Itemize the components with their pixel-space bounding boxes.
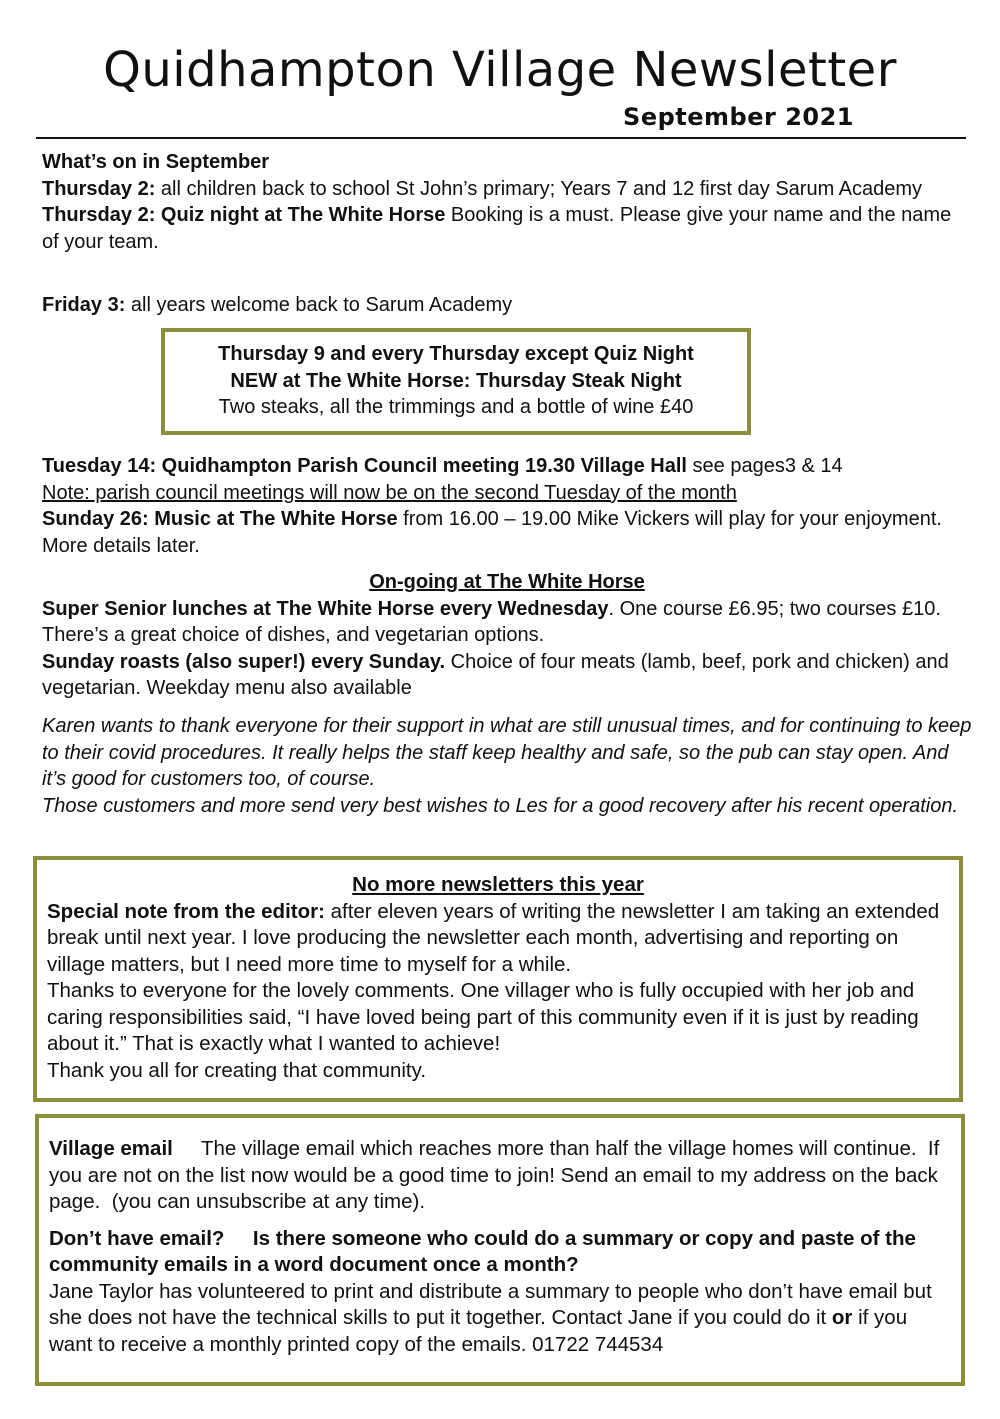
whats-on-section (42, 149, 972, 255)
roast-label: Sunday roasts (also super!) every Sunday. (42, 650, 446, 673)
jane-text: Jane Taylor has volunteered to print and distribute a summary to people who don’t have email but she does not have the technical skills to put it together. Contact Jane if you could do it (49, 1279, 932, 1329)
council-text: see pages3 & 14 (687, 455, 843, 477)
karen-text: Karen wants to thank everyone for their support in what are still unusual times, and for continuing to keep to their covid procedures. It really helps the staff keep healthy and safe, so the pub can stay open. And it’s good for customers too, of course. (42, 715, 972, 790)
council-note: Note: parish council meetings will now be on the second Tuesday of the month (42, 481, 737, 504)
council-section (42, 453, 972, 559)
header-rule (36, 137, 966, 139)
music-text: from 16.00 – 19.00 Mike Vickers will play for your enjoyment. More details later. (42, 508, 942, 557)
council-label: Tuesday 14: Quidhampton Parish Council meeting 19.30 Village Hall (42, 455, 687, 477)
event-label: Thursday 2: Quiz night at The White Horse (42, 204, 446, 226)
issue-date: September 2021 (623, 103, 854, 131)
village-email-box (35, 1114, 965, 1386)
event-text: all children back to school St John’s primary; Years 7 and 12 first day Sarum Academy (155, 177, 923, 200)
editor-label: Special note from the editor: (47, 899, 325, 923)
ongoing-heading: On-going at The White Horse (369, 571, 645, 593)
steak-box-line3: Two steaks, all the trimmings and a bottle of wine £40 (218, 396, 694, 418)
newsletter-title: Quidhampton Village Newsletter (103, 42, 897, 98)
jane-or: or (831, 1306, 853, 1329)
editor-note-box (33, 856, 963, 1102)
steak-box-line2: NEW at The White Horse: Thursday Steak Night (230, 369, 682, 392)
lunch-text: . One course £6.95; two courses £10. There’s a great choice of dishes, and vegetarian options. (42, 597, 941, 646)
steak-box-line1: Thursday 9 and every Thursday except Quiz Night (218, 343, 694, 365)
lunch-label: Super Senior lunches at The White Horse every Wednesday (42, 597, 609, 620)
editor-closing-text: Thank you all for creating that community. (47, 1058, 427, 1082)
roast-text: Choice of four meats (lamb, beef, pork and chicken) and vegetarian. Weekday menu also available (42, 650, 949, 699)
steak-night-box (161, 328, 751, 435)
event-text: Booking is a must. Please give your name and the name of your team. (42, 204, 952, 253)
editor-heading: No more newsletters this year (352, 873, 644, 896)
editor-text: after eleven years of writing the newsletter I am taking an extended break until next year. I love producing the newsletter each month, advertising and reporting on village matters, but I need more time to myself for a while. (47, 899, 940, 976)
les-text: Those customers and more send very best wishes to Les for a good recovery after his recent operation. (42, 794, 959, 817)
karen-message (42, 713, 972, 819)
email-text: The village email which reaches more than half the village homes will continue. If you are not on the list now would be a good time to join! Send an email to my address on the back page. (you can unsubscribe at any time). (49, 1137, 946, 1213)
music-label: Sunday 26: Music at The White Horse (42, 508, 398, 530)
email-label: Village email (49, 1137, 173, 1160)
no-email-question: Don’t have email? Is there someone who could do a summary or copy and paste of the community emails in a word document once a month? (49, 1226, 922, 1276)
whats-on-heading: What’s on in September (42, 151, 270, 173)
editor-thanks-text: Thanks to everyone for the lovely comments. One villager who is fully occupied with her job and caring responsibilities said, “I have loved being part of this community even if it is just by reading about it.” That is exactly what I wanted to achieve! (47, 979, 919, 1055)
event-label: Thursday 2: (42, 177, 156, 200)
event-friday (42, 292, 972, 319)
event-label: Friday 3: (42, 294, 126, 316)
jane-text-end: if you want to receive a monthly printed copy of the emails. 01722 744534 (49, 1306, 908, 1356)
event-text: all years welcome back to Sarum Academy (125, 294, 513, 316)
ongoing-section (42, 569, 972, 702)
